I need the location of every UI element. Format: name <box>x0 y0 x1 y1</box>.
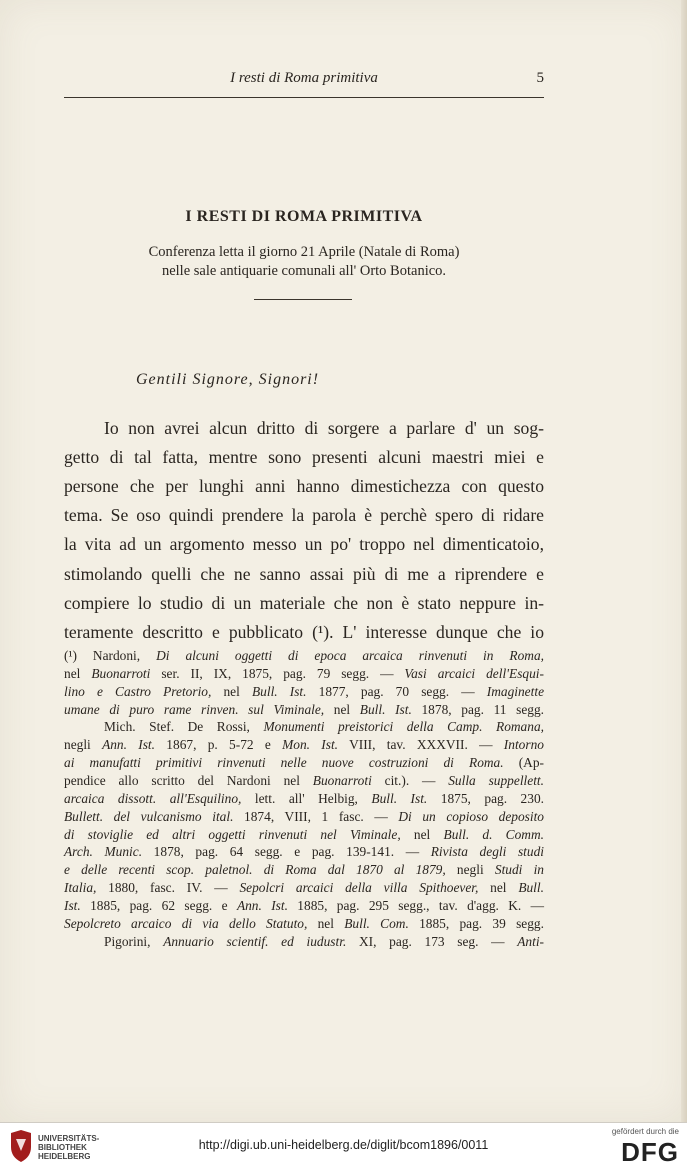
footnote-line <box>64 897 544 914</box>
footnote-italic-segment: Bull. Ist. <box>371 790 428 806</box>
footnote-segment: (Ap- <box>503 755 545 771</box>
footnote-line <box>104 718 544 735</box>
footnote-italic-segment: Ann. Ist. <box>236 897 288 913</box>
footnote-italic-segment: Ist. <box>64 897 81 913</box>
footnote-line <box>64 808 544 825</box>
body-line: getto di tal fatta, mentre sono presenti alcuni maestri miei e <box>64 447 544 468</box>
footnote-italic-segment: Intorno <box>503 737 544 753</box>
body-line: la vita ad un argomento messo un po' troppo nel dimenticatoio, <box>64 534 544 555</box>
body-line: Io non avrei alcun dritto di sorgere a parlare d' un sog- <box>104 418 544 438</box>
funding-note: gefördert durch die <box>611 1127 679 1136</box>
footnote-segment: (¹) Nardoni, <box>64 648 157 663</box>
footnote-segment: 1875, pag. 230. <box>427 790 544 806</box>
footnote-line <box>64 683 544 700</box>
footnote-italic-segment: Vasi arcaici dell'Esqui- <box>404 665 544 681</box>
footnote-segment: 1885, pag. 295 segg., tav. d'agg. K. — <box>287 897 544 913</box>
footnote-italic-segment: Imaginette <box>486 683 545 699</box>
footnote-segment: lett. all' Helbig, <box>241 790 372 806</box>
footnote-segment: pendice allo scritto del Nardoni nel <box>64 772 313 788</box>
footnote-segment: 1877, pag. 70 segg. — <box>306 683 487 699</box>
footnote-line <box>64 843 544 860</box>
footnote-segment: XI, pag. 173 seg. — <box>346 933 518 949</box>
footnote-italic-segment: Bull. d. Comm. <box>443 826 544 842</box>
footnote-segment: ser. II, IX, 1875, pag. 79 segg. — <box>150 665 405 681</box>
footnote-segment: nel <box>478 880 519 896</box>
footnote-segment: 1878, pag. 11 segg. <box>411 701 544 717</box>
footnote-segment: 1867, p. 5-72 e <box>155 737 283 753</box>
viewer-footer <box>0 1122 687 1171</box>
footnote-line <box>104 933 544 950</box>
footnote-italic-segment: Buonarroti <box>91 665 151 681</box>
footnote-segment: nel <box>324 701 360 717</box>
library-name-line: BIBLIOTHEK <box>38 1143 87 1152</box>
footnote-line <box>64 701 544 718</box>
body-line: tema. Se oso quindi prendere la parola è perchè spero di ridare <box>64 505 544 526</box>
footnote-italic-segment: Bull. Com. <box>344 915 409 931</box>
header-rule <box>64 97 544 98</box>
footnote-italic-segment: e delle recenti scop. paletnol. di Roma dal 1870 al 1879, <box>64 862 446 878</box>
footnote-italic-segment: umane di puro rame rinven. sul Viminale, <box>64 701 325 717</box>
article-title: I RESTI DI ROMA PRIMITIVA <box>185 208 423 225</box>
footnote-segment: Pigorini, <box>104 933 164 949</box>
body-line: teramente descritto e pubblicato (¹). L' interesse dunque che io <box>64 621 544 642</box>
footnote-segment: nel <box>307 915 345 931</box>
footnote-segment: cit.). — <box>371 772 449 788</box>
body-line: compiere lo studio di un materiale che non è stato neppure in- <box>64 592 544 613</box>
footnote-segment: nel <box>400 826 444 842</box>
body-line: stimolando quelli che ne sanno assai più di me a riprendere e <box>64 563 544 584</box>
footnote-segment: 1885, pag. 39 segg. <box>408 915 544 931</box>
footnote-italic-segment: Italia, <box>64 880 97 896</box>
title-divider <box>254 299 352 300</box>
footnote-segment: nel <box>211 683 252 699</box>
footnote-segment: negli <box>445 862 495 878</box>
footnote-italic-segment: Bull. Ist. <box>359 701 412 717</box>
running-head <box>64 70 544 92</box>
footnote-segment: 1874, VIII, 1 fasc. — <box>233 808 399 824</box>
footnote-line <box>64 754 544 771</box>
footnote-italic-segment: Arch. Munic. <box>64 844 143 860</box>
dfg-logo: DFG <box>621 1137 679 1167</box>
footnote-italic-segment: Buonarroti <box>312 772 372 788</box>
footnote-segment: 1878, pag. 64 segg. e pag. 139-141. — <box>142 844 431 860</box>
article-subtitle-line-1: Conferenza letta il giorno 21 Aprile (Natale di Roma) <box>148 244 460 260</box>
footnote-italic-segment: Ann. Ist. <box>102 737 156 753</box>
footnote-segment: VIII, tav. XXXVII. — <box>338 737 504 753</box>
source-url-link[interactable]: http://digi.ub.uni-heidelberg.de/diglit/bcom1896/0011 <box>198 1138 489 1152</box>
footnote-line <box>64 772 544 789</box>
library-name-line: UNIVERSITÄTS- <box>38 1134 100 1143</box>
footnote-italic-segment: Mon. Ist. <box>282 737 339 753</box>
salutation: Gentili Signore, Signori! <box>136 371 320 388</box>
footnote-italic-segment: Sulla suppellett. <box>448 772 544 788</box>
page-edge <box>681 0 687 1122</box>
footnote-italic-segment: lino e Castro Pretorio, <box>64 683 212 699</box>
footnote-line <box>64 826 544 843</box>
footnote-italic-segment: Rivista degli studi <box>430 844 544 860</box>
footnote-italic-segment: Bull. <box>518 880 544 896</box>
footnote-segment: nel <box>64 665 92 681</box>
article-subtitle-line-2: nelle sale antiquarie comunali all' Orto Botanico. <box>161 263 447 279</box>
footnote-italic-segment: ai manufatti primitivi rinvenuti nelle nuove costruzioni di Roma. <box>64 755 504 771</box>
body-line: persone che per lunghi anni hanno dimestichezza con questo <box>64 476 544 497</box>
footnote-italic-segment: Di alcuni oggetti di epoca arcaica rinvenuti in Roma, <box>156 648 544 663</box>
footnote-italic-segment: Anti- <box>517 933 544 949</box>
footnote-italic-segment: Annuario scientif. ed iudustr. <box>163 933 347 949</box>
footnote-line <box>64 861 544 878</box>
footnote-segment: 1880, fasc. IV. — <box>96 880 240 896</box>
footnote-italic-segment: arcaica dissott. all'Esquilino, <box>64 790 242 806</box>
footnote-line <box>64 915 544 932</box>
page-number: 5 <box>536 70 544 86</box>
footnote-segment: 1885, pag. 62 segg. e <box>80 897 237 913</box>
footnote-italic-segment: Studi in <box>494 862 545 878</box>
footnote-italic-segment: di stoviglie ed altri oggetti rinvenuti nel Viminale, <box>64 826 401 842</box>
footnote-italic-segment: Sepolcri arcaici della villa Spithoever, <box>239 880 479 896</box>
library-name-line: HEIDELBERG <box>38 1152 91 1161</box>
footnote-segment: Mich. Stef. De Rossi, <box>104 719 264 735</box>
footnote-italic-segment: Bull. Ist. <box>251 683 307 699</box>
footnote-line <box>64 790 544 807</box>
running-head-title: I resti di Roma primitiva <box>230 70 378 86</box>
footnote-line <box>64 665 544 682</box>
footnote-line <box>64 647 544 664</box>
footnote-segment: negli <box>64 737 103 753</box>
footnote-italic-segment: Di un copioso deposito <box>398 808 544 824</box>
footnote-italic-segment: Monumenti preistorici della Camp. Romana, <box>263 719 544 735</box>
footnote-line <box>64 879 544 896</box>
footnote-italic-segment: Bullett. del vulcanismo ital. <box>64 808 234 824</box>
footnote-italic-segment: Sepolcreto arcaico di via dello Statuto, <box>64 915 308 931</box>
footnote-line <box>64 736 544 753</box>
